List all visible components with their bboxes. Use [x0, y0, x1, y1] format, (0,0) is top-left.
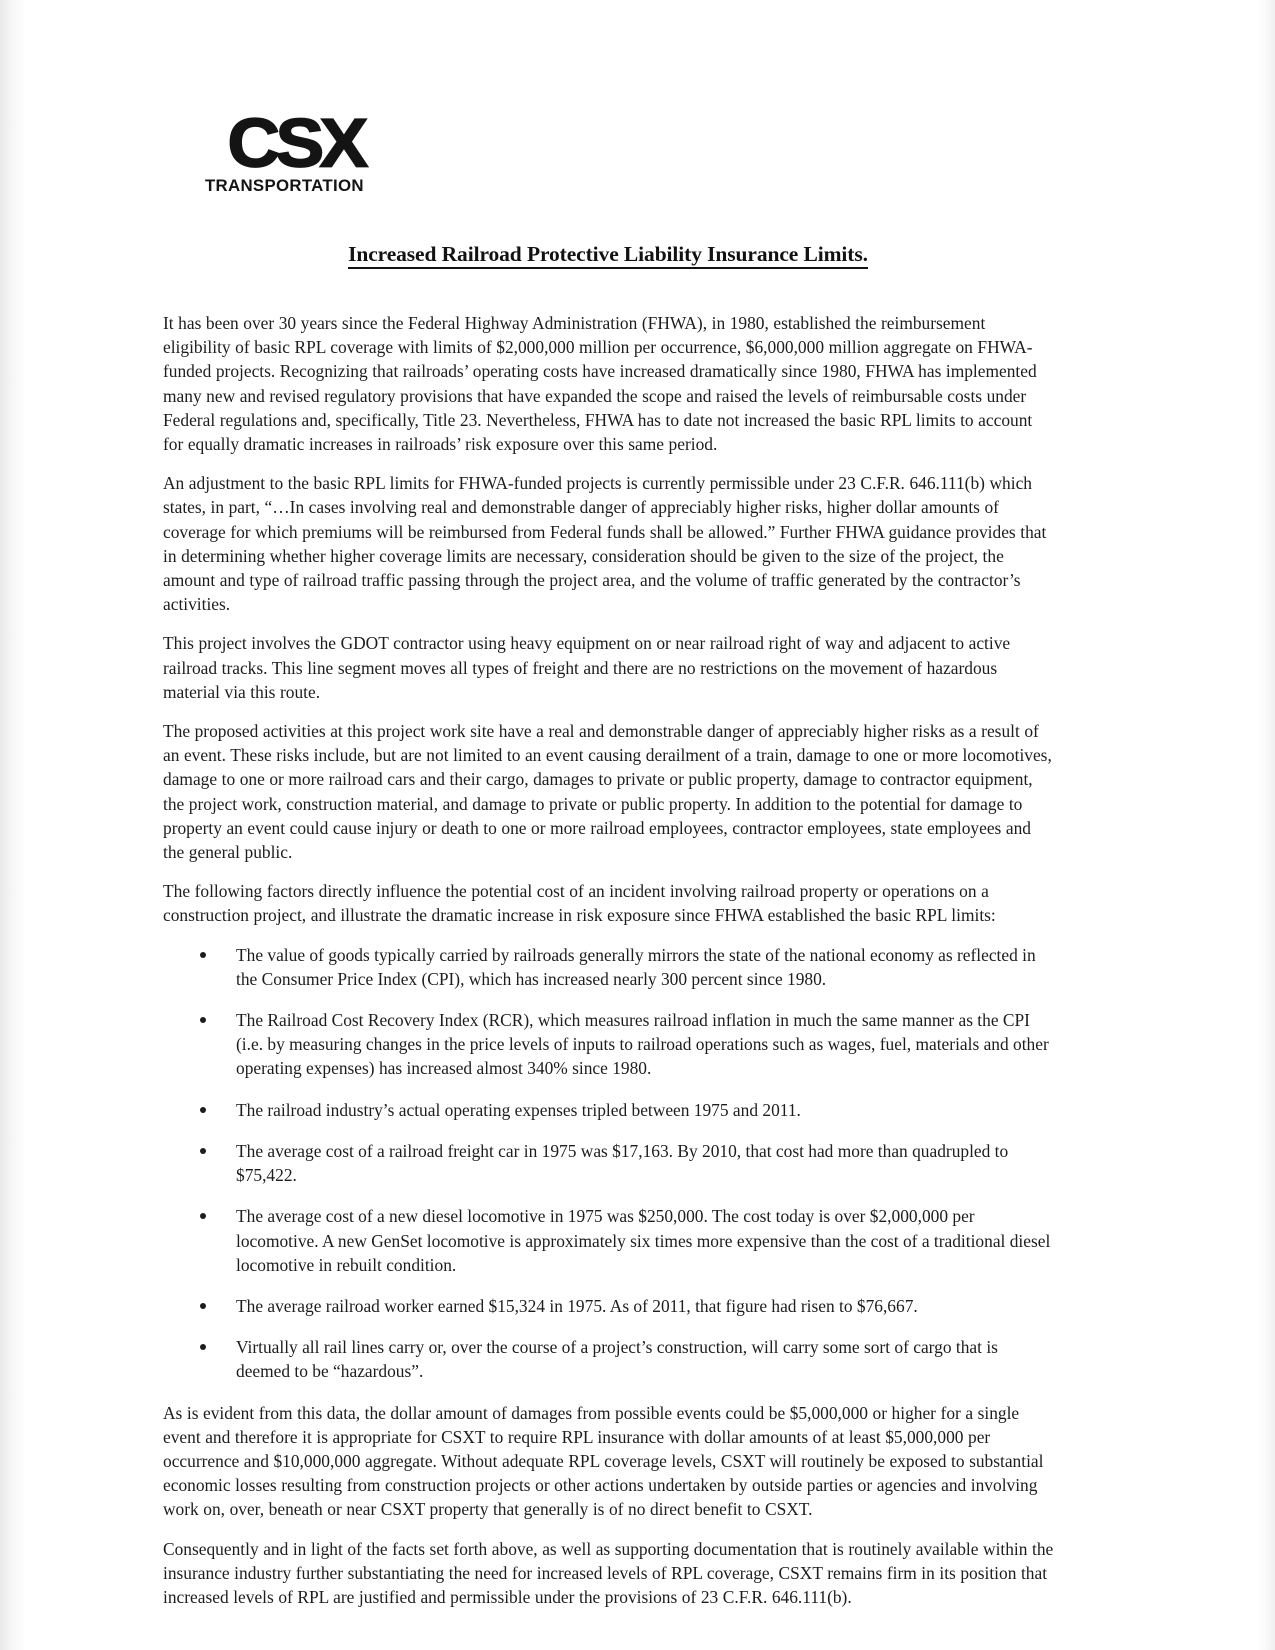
- list-item: [163, 1098, 1056, 1122]
- page-title-text: Increased Railroad Protective Liability Insurance Limits.: [348, 242, 868, 269]
- list-item-text: The railroad industry’s actual operating expenses tripled between 1975 and 2011.: [236, 1099, 801, 1120]
- list-item-text: The value of goods typically carried by railroads generally mirrors the state of the national economy as reflected in the Consumer Price Index (CPI), which has increased nearly 300 percent since 1980.: [236, 944, 1036, 989]
- paragraph-conclusion-damages: As is evident from this data, the dollar amount of damages from possible events could be $5,000,000 or higher for a single event and therefore it is appropriate for CSXT to require RPL insurance with dollar amounts of at least $5,000,000 per occurrence and $10,000,000 aggregate. Without adequate RPL coverage levels, CSXT will routinely be exposed to substantial economic losses resulting from construction projects or other actions undertaken by outside parties or agencies and involving work on, over, beneath or near CSXT property that generally is of no direct benefit to CSXT.: [163, 1402, 1044, 1520]
- page-title: [163, 242, 1053, 267]
- csx-logo: [192, 103, 377, 196]
- paragraph-intro: It has been over 30 years since the Federal Highway Administration (FHWA), in 1980, established the reimbursement eligibility of basic RPL coverage with limits of $2,000,000 million per occurrence, $6,000,000 million aggregate on FHWA-funded projects. Recognizing that railroads’ operating costs have increased dramatically since 1980, FHWA has implemented many new and revised regulatory provisions that have expanded the scope and raised the levels of reimbursable costs under Federal regulations and, specifically, Title 23. Nevertheless, FHWA has to date not increased the basic RPL limits to account for equally dramatic increases in railroads’ risk exposure over this same period.: [163, 313, 1037, 455]
- factors-list: [163, 943, 1056, 1384]
- list-item-text: Virtually all rail lines carry or, over the course of a project’s construction, will carry some sort of cargo that is deemed to be “hazardous”.: [236, 1337, 998, 1382]
- paragraph-risks: The proposed activities at this project work site have a real and demonstrable danger of appreciably higher risks as a result of an event. These risks include, but are not limited to an event causing derailment of a train, damage to one or more locomotives, damage to one or more railroad cars and their cargo, damages to private or public property, damage to contractor equipment, the project work, construction material, and damage to private or public property. In addition to the potential for damage to property an event could cause injury or death to one or more railroad employees, contractor employees, state employees and the general public.: [163, 721, 1052, 863]
- bullet-icon: [200, 1344, 206, 1350]
- bullet-icon: [200, 1148, 206, 1154]
- list-item-text: The average cost of a railroad freight car in 1975 was $17,163. By 2010, that cost had more than quadrupled to $75,422.: [236, 1140, 1009, 1186]
- list-item: [163, 1139, 1056, 1187]
- list-item: [163, 1204, 1056, 1277]
- bullet-icon: [200, 1107, 206, 1113]
- paragraph-adjustment: An adjustment to the basic RPL limits for FHWA-funded projects is currently permissible under 23 C.F.R. 646.111(b) which states, in part, “…In cases involving real and demonstrable danger of appreciably higher risks, higher dollar amounts of coverage for which premiums will be reimbursed from Federal funds shall be allowed.” Further FHWA guidance provides that in determining whether higher coverage limits are necessary, consideration should be given to the size of the project, the amount and type of railroad traffic passing through the project area, and the volume of traffic generated by the contractor’s activities.: [163, 473, 1047, 615]
- bullet-icon: [200, 1213, 206, 1219]
- bullet-icon: [200, 1017, 206, 1023]
- document-body: [163, 311, 1056, 1624]
- paragraph-factors-lead-in: The following factors directly influence the potential cost of an incident involving railroad property or operations on a construction project, and illustrate the dramatic increase in risk exposure since FHWA established the basic RPL limits:: [163, 881, 996, 926]
- paragraph-project-scope: This project involves the GDOT contractor using heavy equipment on or near railroad right of way and adjacent to active railroad tracks. This line segment moves all types of freight and there are no restrictions on the movement of hazardous material via this route.: [163, 633, 1011, 702]
- paragraph-closing: Consequently and in light of the facts set forth above, as well as supporting documentation that is routinely available within the insurance industry further substantiating the need for increased levels of RPL coverage, CSXT remains firm in its position that increased levels of RPL are justified and permissible under the provisions of 23 C.F.R. 646.111(b).: [163, 1538, 1054, 1607]
- list-item: [163, 1294, 1056, 1318]
- list-item-text: The average cost of a new diesel locomotive in 1975 was $250,000. The cost today is over $2,000,000 per locomotive. A new GenSet locomotive is approximately six times more expensive than the cost of a traditional diesel locomotive in rebuilt condition.: [236, 1206, 1051, 1275]
- bullet-icon: [200, 952, 206, 958]
- bullet-icon: [200, 1303, 206, 1309]
- list-item-text: The average railroad worker earned $15,324 in 1975. As of 2011, that figure had risen to $76,667.: [236, 1295, 918, 1316]
- csx-logo-wordmark: TRANSPORTATION: [204, 177, 364, 195]
- list-item: [163, 943, 1056, 991]
- list-item: [163, 1008, 1056, 1081]
- csx-logo-mark: CSX: [227, 103, 364, 182]
- list-item: [163, 1335, 1056, 1383]
- list-item-text: The Railroad Cost Recovery Index (RCR), which measures railroad inflation in much the same manner as the CPI (i.e. by measuring changes in the price levels of inputs to railroad operations such as wages, fuel, materials and other operating expenses) has increased almost 340% since 1980.: [236, 1010, 1049, 1079]
